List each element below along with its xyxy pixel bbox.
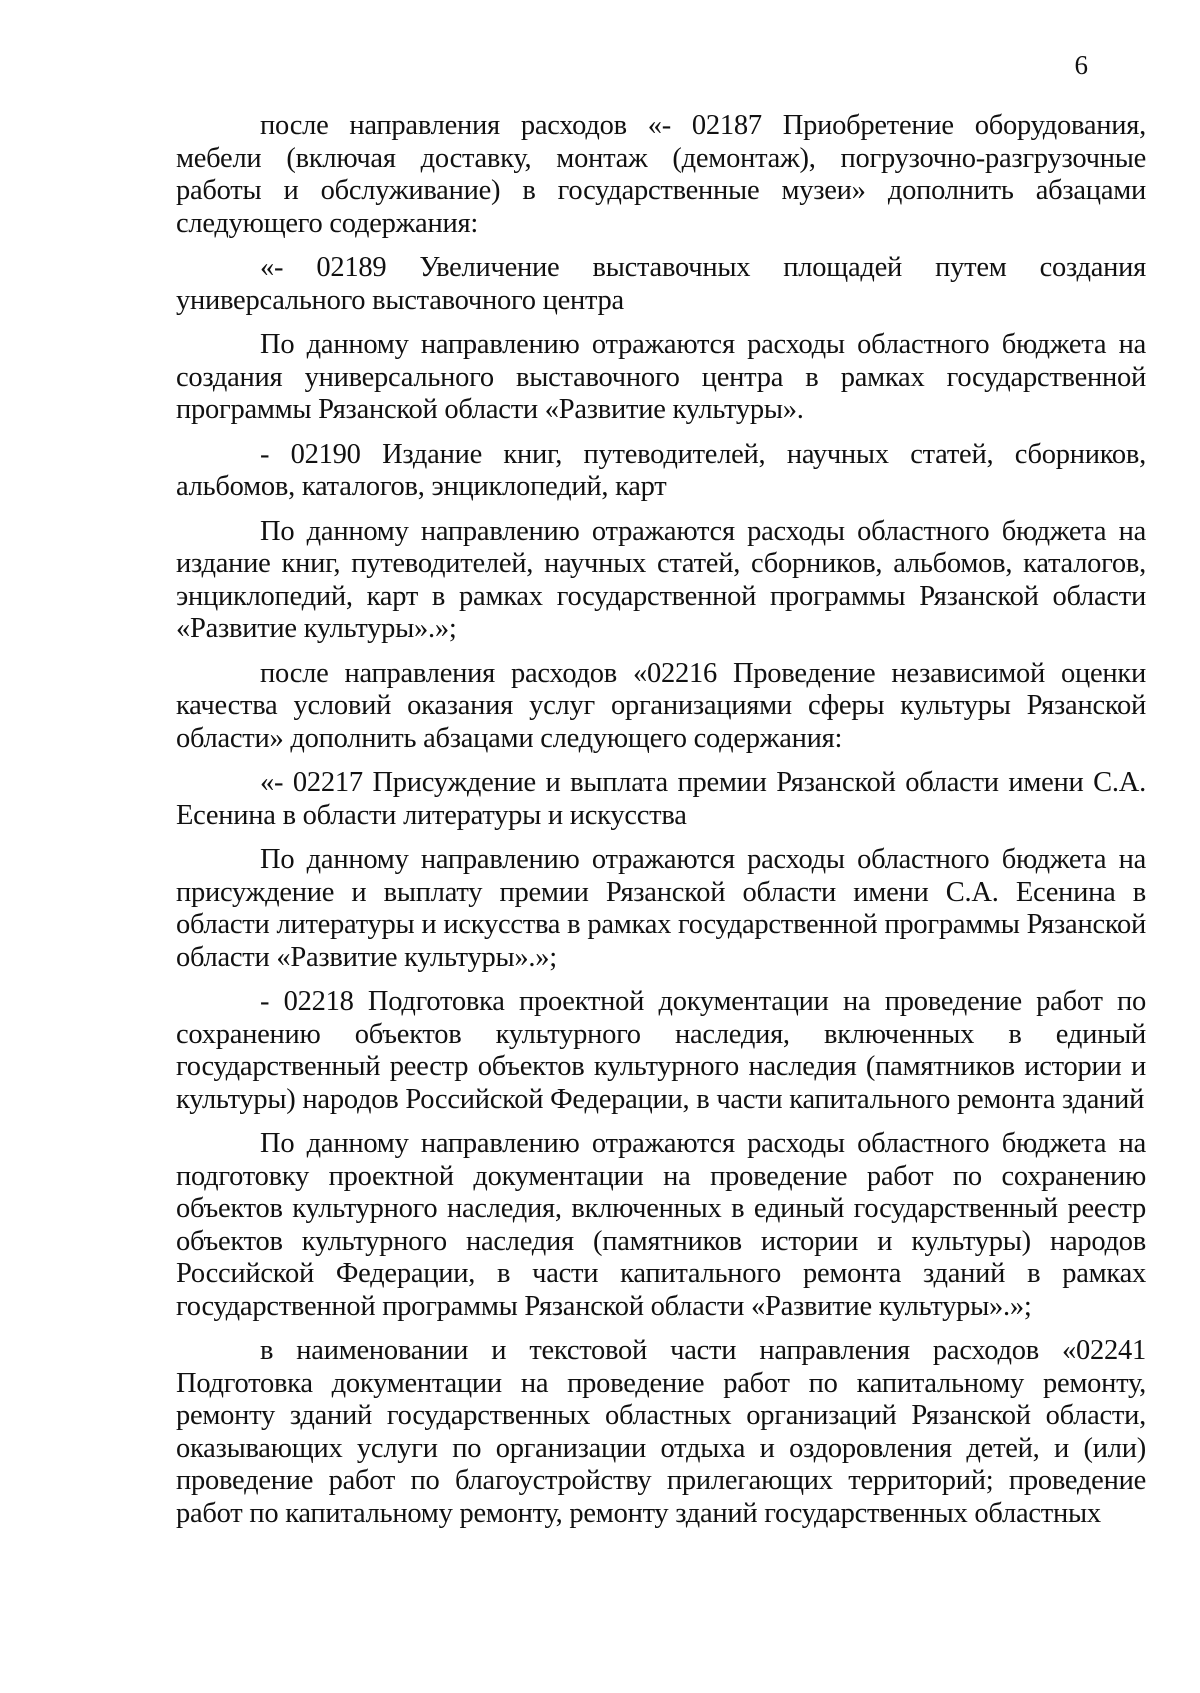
paragraph: По данному направлению отражаются расходы областного бюджета на присуждение и выплату премии Рязанской области имени С.А. Есенина в области литературы и искусства в рамках государственной программы Рязанской области «Развитие культуры».»; <box>176 844 1146 973</box>
paragraph: По данному направлению отражаются расходы областного бюджета на подготовку проектной документации на проведение работ по сохранению объектов культурного наследия, включенных в единый государственный реестр объектов культурного наследия (памятников истории и культуры) народов Российской Федерации, в части капитального ремонта зданий в рамках государственной программы Рязанской области «Развитие культуры».»; <box>176 1128 1146 1322</box>
paragraph: По данному направлению отражаются расходы областного бюджета на издание книг, путеводителей, научных статей, сборников, альбомов, каталогов, энциклопедий, карт в рамках государственной программы Рязанской области «Развитие культуры».»; <box>176 515 1146 644</box>
paragraph: - 02218 Подготовка проектной документации на проведение работ по сохранению объектов культурного наследия, включенных в единый государственный реестр объектов культурного наследия (памятников истории и культуры) народов Российской Федерации, в части капитального ремонта зданий <box>176 986 1146 1115</box>
page-number: 6 <box>1074 50 1088 80</box>
paragraph: в наименовании и текстовой части направления расходов «02241 Подготовка документации на проведение работ по капитальному ремонту, ремонту зданий государственных областных организаций Рязанской области, оказывающих услуги по организации отдыха и оздоровления детей, и (или) проведение работ по благоустройству прилегающих территорий; проведение работ по капитальному ремонту, ремонту зданий государственных областных <box>176 1335 1146 1529</box>
paragraph: «- 02217 Присуждение и выплата премии Рязанской области имени С.А. Есенина в области литературы и искусства <box>176 767 1146 831</box>
document-body <box>176 110 1146 1542</box>
paragraph: после направления расходов «02216 Проведение независимой оценки качества условий оказания услуг организациями сферы культуры Рязанской области» дополнить абзацами следующего содержания: <box>176 657 1146 754</box>
paragraph: - 02190 Издание книг, путеводителей, научных статей, сборников, альбомов, каталогов, энциклопедий, карт <box>176 438 1146 502</box>
paragraph: По данному направлению отражаются расходы областного бюджета на создания универсального выставочного центра в рамках государственной программы Рязанской области «Развитие культуры». <box>176 329 1146 425</box>
paragraph: «- 02189 Увеличение выставочных площадей путем создания универсального выставочного центра <box>176 252 1146 316</box>
paragraph: после направления расходов «- 02187 Приобретение оборудования, мебели (включая доставку, монтаж (демонтаж), погрузочно-разгрузочные работы и обслуживание) в государственные музеи» дополнить абзацами следующего содержания: <box>176 110 1146 239</box>
